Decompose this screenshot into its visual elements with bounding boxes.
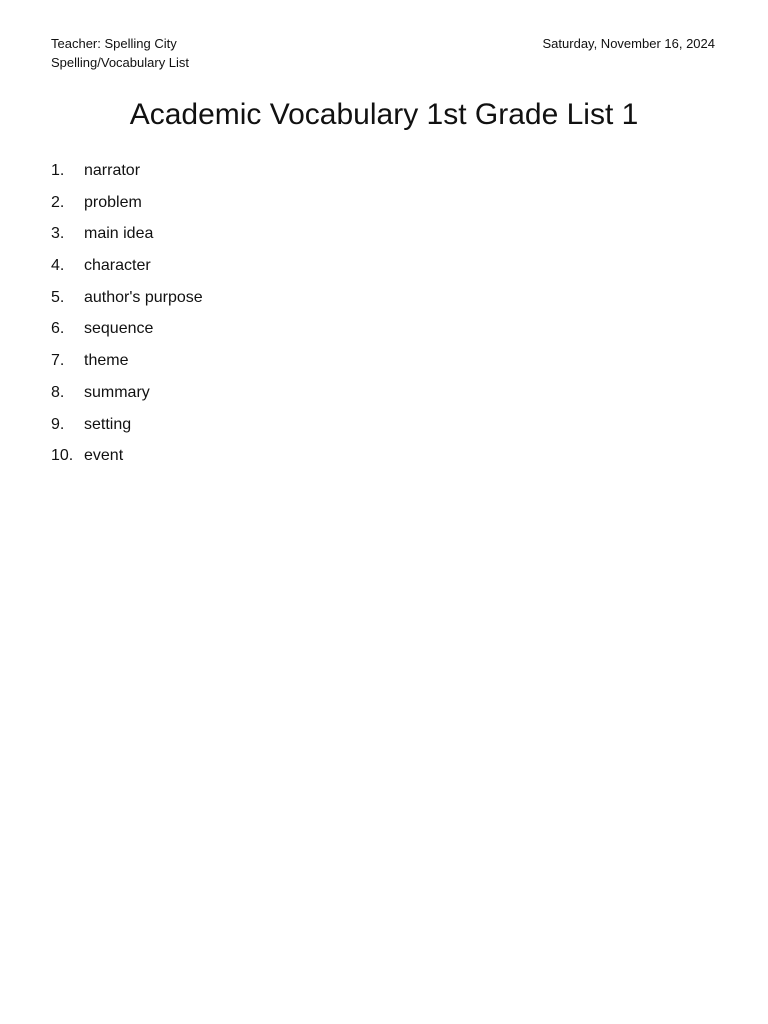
item-word: author's purpose [84,288,203,306]
item-word: main idea [84,225,154,243]
header-top-row [51,34,715,53]
item-word: character [84,257,151,275]
item-word: setting [84,415,132,433]
item-number: 5. [51,288,65,306]
page-title: Academic Vocabulary 1st Grade List 1 [129,98,639,131]
page-header [51,34,715,72]
item-number: 3. [51,225,65,243]
list-item [51,345,203,377]
date-label: Saturday, November 16, 2024 [542,36,715,51]
list-item [51,250,203,282]
item-word: summary [84,383,150,401]
list-item [51,218,203,250]
item-number: 1. [51,162,65,179]
list-item [51,282,203,314]
list-item [51,187,203,219]
item-number: 6. [51,320,65,338]
list-item [51,440,203,472]
item-number: 10. [51,447,74,465]
item-word: narrator [84,162,141,179]
list-type-label: Spelling/Vocabulary List [51,55,190,70]
list-item [51,155,203,187]
item-word: theme [84,352,129,370]
list-item [51,313,203,345]
list-item [51,409,203,441]
item-number: 7. [51,352,65,370]
item-number: 2. [51,193,65,211]
list-item [51,377,203,409]
item-word: event [84,447,124,465]
item-word: sequence [84,320,154,338]
item-number: 8. [51,383,65,401]
word-list [51,155,203,472]
item-word: problem [84,193,142,211]
item-number: 9. [51,415,65,433]
item-number: 4. [51,257,65,275]
teacher-label: Teacher: Spelling City [51,36,177,51]
